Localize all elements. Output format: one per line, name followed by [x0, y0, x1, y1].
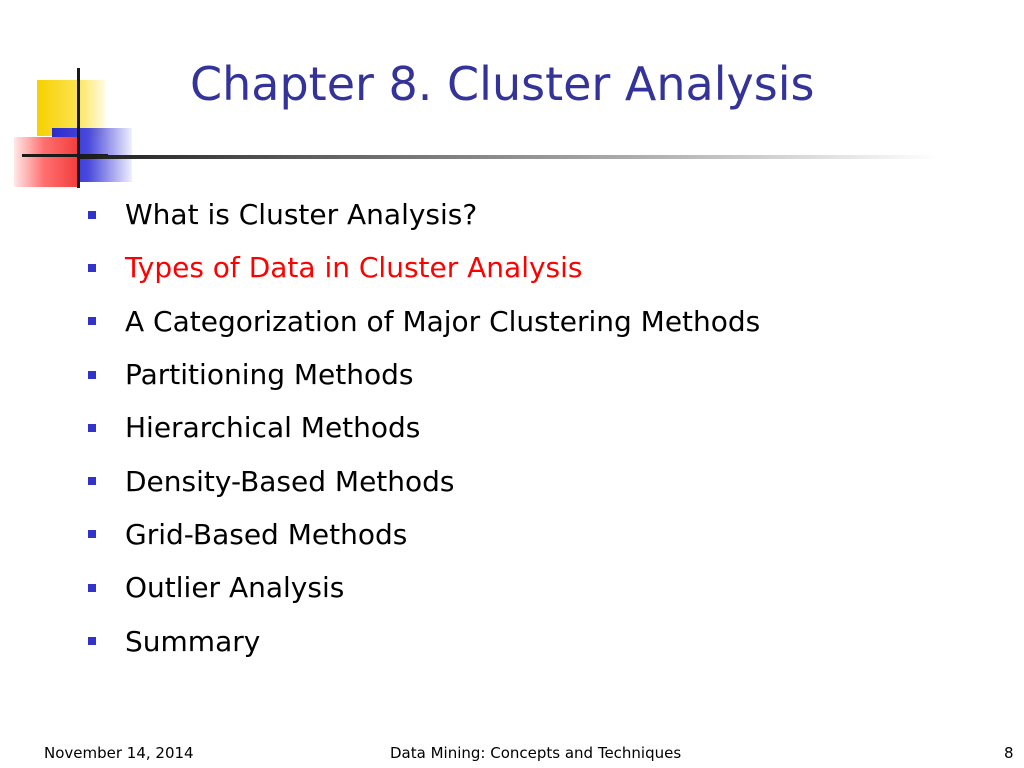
bullet-text: What is Cluster Analysis? [125, 198, 478, 232]
bullet-text: Grid-Based Methods [125, 517, 408, 551]
bullet-text: Types of Data in Cluster Analysis [125, 251, 583, 285]
bullet-item [88, 614, 760, 667]
bullet-item [88, 188, 760, 241]
bullet-item [88, 348, 760, 401]
bullet-item [88, 295, 760, 348]
bullet-text: Hierarchical Methods [125, 411, 421, 445]
bullet-item [88, 454, 760, 507]
bullet-square-icon [88, 477, 96, 485]
slide-title: Chapter 8. Cluster Analysis [190, 57, 815, 111]
footer-title: Data Mining: Concepts and Techniques [390, 744, 682, 762]
bullet-square-icon [88, 637, 96, 645]
bullet-item [88, 241, 760, 294]
bullet-square-icon [88, 584, 96, 592]
color-squares-logo [0, 0, 160, 200]
bullet-text: Summary [125, 624, 261, 658]
bullet-text: Outlier Analysis [125, 571, 345, 605]
bullet-text: A Categorization of Major Clustering Methods [125, 304, 761, 338]
bullet-square-icon [88, 424, 96, 432]
bullet-text: Partitioning Methods [125, 358, 414, 392]
bullet-list [88, 188, 760, 668]
bullet-item [88, 401, 760, 454]
title-underline [78, 155, 938, 159]
bullet-square-icon [88, 211, 96, 219]
bullet-item [88, 508, 760, 561]
bullet-square-icon [88, 264, 96, 272]
bullet-item [88, 561, 760, 614]
bullet-square-icon [88, 371, 96, 379]
bullet-square-icon [88, 317, 96, 325]
red-square [14, 137, 80, 187]
bullet-square-icon [88, 530, 96, 538]
bullet-text: Density-Based Methods [125, 464, 455, 498]
page-number: 8 [1004, 744, 1014, 762]
footer-date: November 14, 2014 [44, 744, 194, 762]
logo-vertical-line [77, 68, 80, 188]
